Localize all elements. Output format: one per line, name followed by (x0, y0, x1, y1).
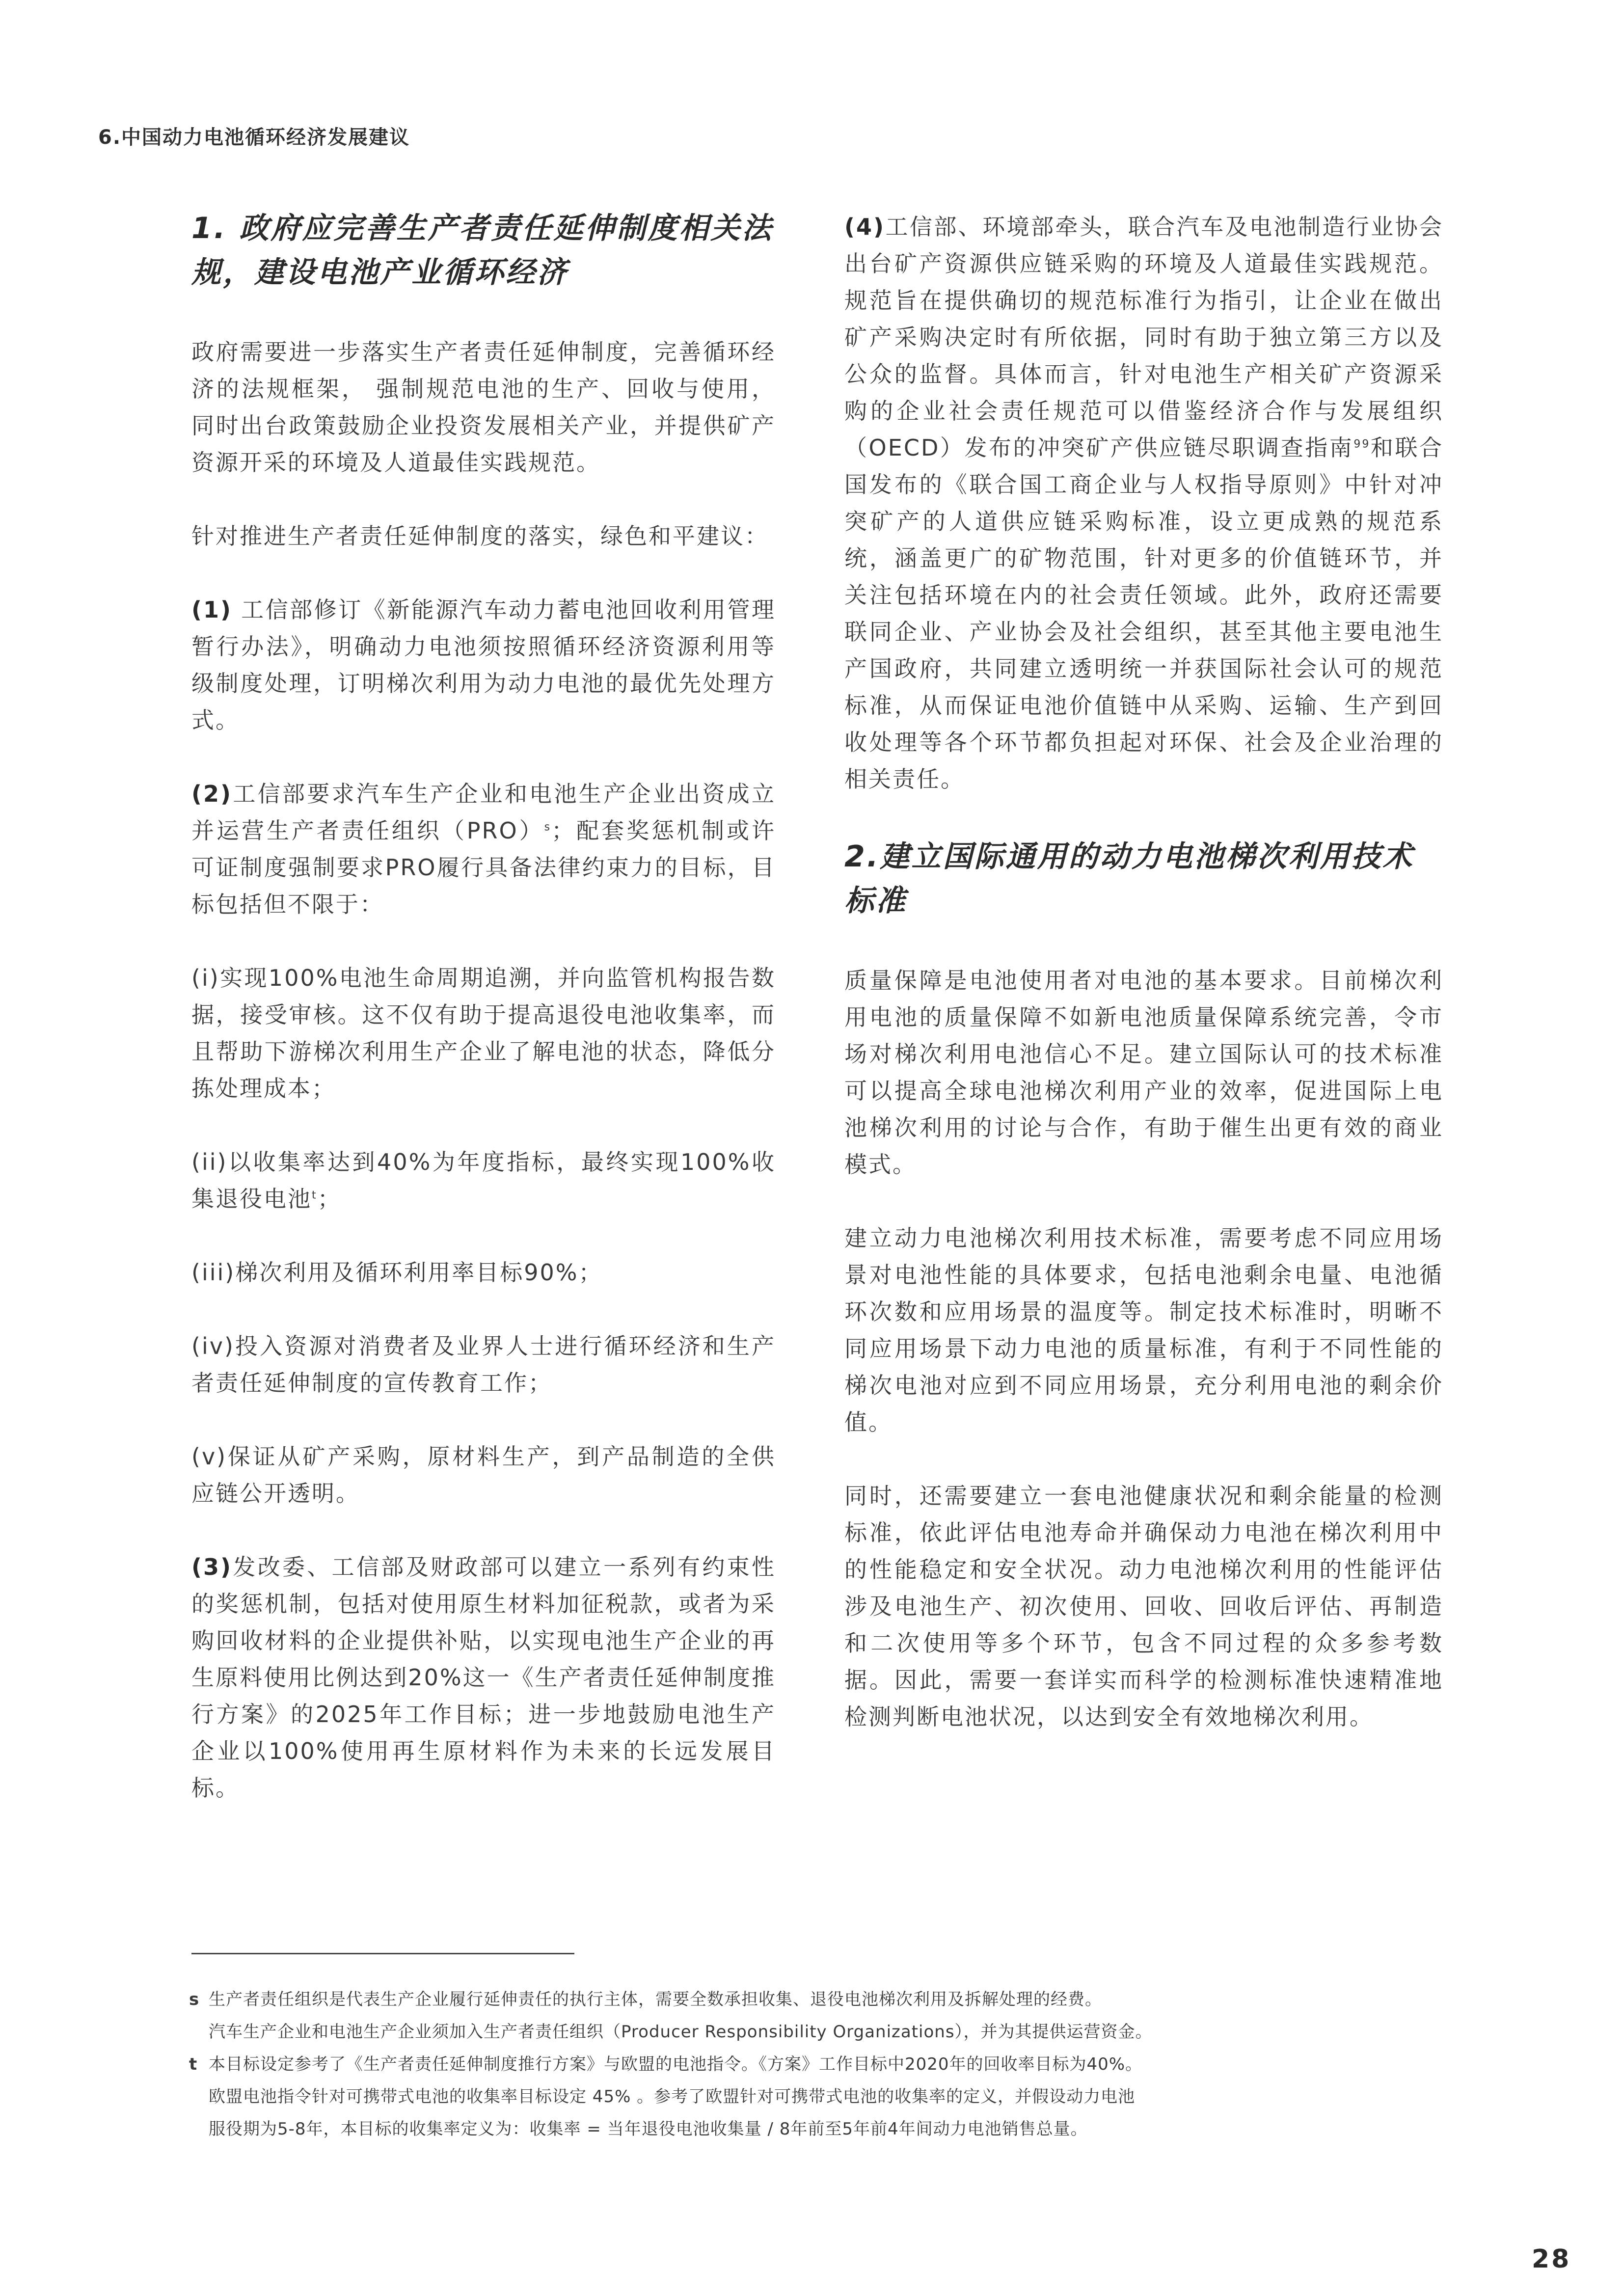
footnote-ref-t[interactable]: t (312, 1189, 318, 1202)
item-number: (1) (191, 596, 233, 623)
item-text: 工信部、环境部牵头，联合汽车及电池制造行业协会出台矿产资源供应链采购的环境及人道最佳实践规范。规范旨在提供确切的规范标准行为指引，让企业在做出矿产采购决定时有所依据，同时有助于独立第三方以及公众的监督。具体而言，针对电池生产相关矿产资源采购的企业社会责任规范可以借鉴经济合作与发展组织（OECD）发布的冲突矿产供应链尽职调查指南 (844, 214, 1443, 461)
recommendation-4 (844, 209, 1443, 798)
sub-item-ii (191, 1144, 776, 1217)
item-text: 发改委、工信部及财政部可以建立一系列有约束性的奖惩机制，包括对使用原生材料加征税款，或者为采购回收材料的企业提供补贴，以实现电池生产企业的再生原料使用比例达到20%这一《生产者责任延伸制度推行方案》的2025年工作目标；进一步地鼓励电池生产企业以100%使用再生原材料作为未来的长远发展目标。 (191, 1554, 776, 1801)
item-number: (2) (191, 781, 233, 807)
item-text: 和联合国发布的《联合国工商企业与人权指导原则》中针对冲突矿产的人道供应链采购标准，设立更成熟的规范系统，涵盖更广的矿物范围，针对更多的价值链环节，并关注包括环境在内的社会责任领域。此外，政府还需要联同企业、产业协会及社会组织，甚至其他主要电池生产国政府，共同建立透明统一并获国际社会认可的规范标准，从而保证电池价值链中从采购、运输、生产到回收处理等各个环节都负担起对环保、社会及企业治理的相关责任。 (844, 434, 1444, 792)
item-text: 工信部修订《新能源汽车动力蓄电池回收利用管理暂行办法》，明确动力电池须按照循环经济资源利用等级制度处理，订明梯次利用为动力电池的最优先处理方式。 (191, 596, 776, 733)
sub-item-iv: (iv)投入资源对消费者及业界人士进行循环经济和生产者责任延伸制度的宣传教育工作； (191, 1333, 776, 1396)
footnote-ref-99[interactable]: 99 (1353, 438, 1371, 451)
paragraph: 质量保障是电池使用者对电池的基本要求。目前梯次利用电池的质量保障不如新电池质量保障系统完善，令市场对梯次利用电池信心不足。建立国际认可的技术标准可以提高全球电池梯次利用产业的效率，促进国际上电池梯次利用的讨论与合作，有助于催生出更有效的商业模式。 (844, 967, 1443, 1178)
section-heading-1: 1. 政府应完善生产者责任延伸制度相关法规，建设电池产业循环经济 (191, 211, 774, 290)
footnote-mark: s (189, 1990, 200, 2009)
sub-item-v: (v)保证从矿产采购，原材料生产，到产品制造的全供应链公开透明。 (191, 1443, 776, 1507)
footnote-line: 服役期为5-8年，本目标的收集率定义为：收集率 = 当年退役电池收集量 / 8年前至5年前4年间动力电池销售总量。 (209, 2119, 1088, 2139)
sub-item-iii: (iii)梯次利用及循环利用率目标90%； (191, 1259, 603, 1286)
footnote-line: 本目标设定参考了《生产者责任延伸制度推行方案》与欧盟的电池指令。《方案》工作目标中2020年的回收率目标为40%。 (209, 2054, 1143, 2074)
section-heading-2: 2.建立国际通用的动力电池梯次利用技术标准 (844, 839, 1414, 918)
item-number: (3) (191, 1554, 233, 1580)
page-number: 28 (1532, 2244, 1571, 2274)
footnote-mark: t (189, 2054, 198, 2074)
footnote-line: 生产者责任组织是代表生产企业履行延伸责任的执行主体，需要全数承担收集、退役电池梯次利用及拆解处理的经费。 (209, 1990, 1102, 2009)
item-number: (4) (844, 214, 886, 240)
paragraph: 建立动力电池梯次利用技术标准，需要考虑不同应用场景对电池性能的具体要求，包括电池剩余电量、电池循环次数和应用场景的温度等。制定技术标准时，明晰不同应用场景下动力电池的质量标准，有利于不同性能的梯次电池对应到不同应用场景，充分利用电池的剩余价值。 (844, 1225, 1443, 1435)
item-text: ； (317, 1186, 342, 1212)
footnote-s (189, 1983, 1397, 2048)
item-text: (ii)以收集率达到40%为年度指标，最终实现100%收集退役电池 (191, 1149, 776, 1212)
footnote-divider (191, 1953, 574, 1954)
lead-paragraph: 针对推进生产者责任延伸制度的落实，绿色和平建议： (191, 523, 769, 549)
section-header: 6.中国动力电池循环经济发展建议 (98, 126, 410, 149)
recommendation-2 (191, 776, 776, 923)
footnote-t (189, 2048, 1397, 2145)
footnotes (189, 1983, 1397, 2145)
footnote-line: 汽车生产企业和电池生产企业须加入生产者责任组织（Producer Responsibility Organizations），并为其提供运营资金。 (209, 2022, 1153, 2042)
recommendation-1 (191, 592, 776, 739)
paragraph: 同时，还需要建立一套电池健康状况和剩余能量的检测标准，依此评估电池寿命并确保动力电池在梯次利用中的性能稳定和安全状况。动力电池梯次利用的性能评估涉及电池生产、初次使用、回收、回收后评估、再制造和二次使用等多个环节，包含不同过程的众多参考数据。因此，需要一套详实而科学的检测标准快速精准地检测判断电池状况，以达到安全有效地梯次利用。 (844, 1483, 1443, 1730)
intro-paragraph: 政府需要进一步落实生产者责任延伸制度，完善循环经济的法规框架， 强制规范电池的生产、回收与使用， 同时出台政策鼓励企业投资发展相关产业，并提供矿产资源开采的环境及人道最佳实践规范。 (191, 339, 776, 476)
recommendation-3 (191, 1549, 776, 1807)
footnote-ref-s[interactable]: s (544, 821, 552, 834)
item-text: 工信部要求汽车生产企业和电池生产企业出资成立并运营生产者责任组织（PRO） (191, 781, 776, 844)
item-text: ；配套奖惩机制或许可证制度强制要求PRO履行具备法律约束力的目标，目标包括但不限于： (191, 817, 776, 918)
footnote-line: 欧盟电池指令针对可携带式电池的收集率目标设定 45% 。参考了欧盟针对可携带式电池的收集率的定义，并假设动力电池 (209, 2087, 1136, 2107)
left-column (191, 206, 776, 1843)
sub-item-i: (i)实现100%电池生命周期追溯，并向监管机构报告数据，接受审核。这不仅有助于提高退役电池收集率，而且帮助下游梯次利用生产企业了解电池的状态，降低分拣处理成本； (191, 965, 776, 1102)
right-column (844, 209, 1443, 1772)
